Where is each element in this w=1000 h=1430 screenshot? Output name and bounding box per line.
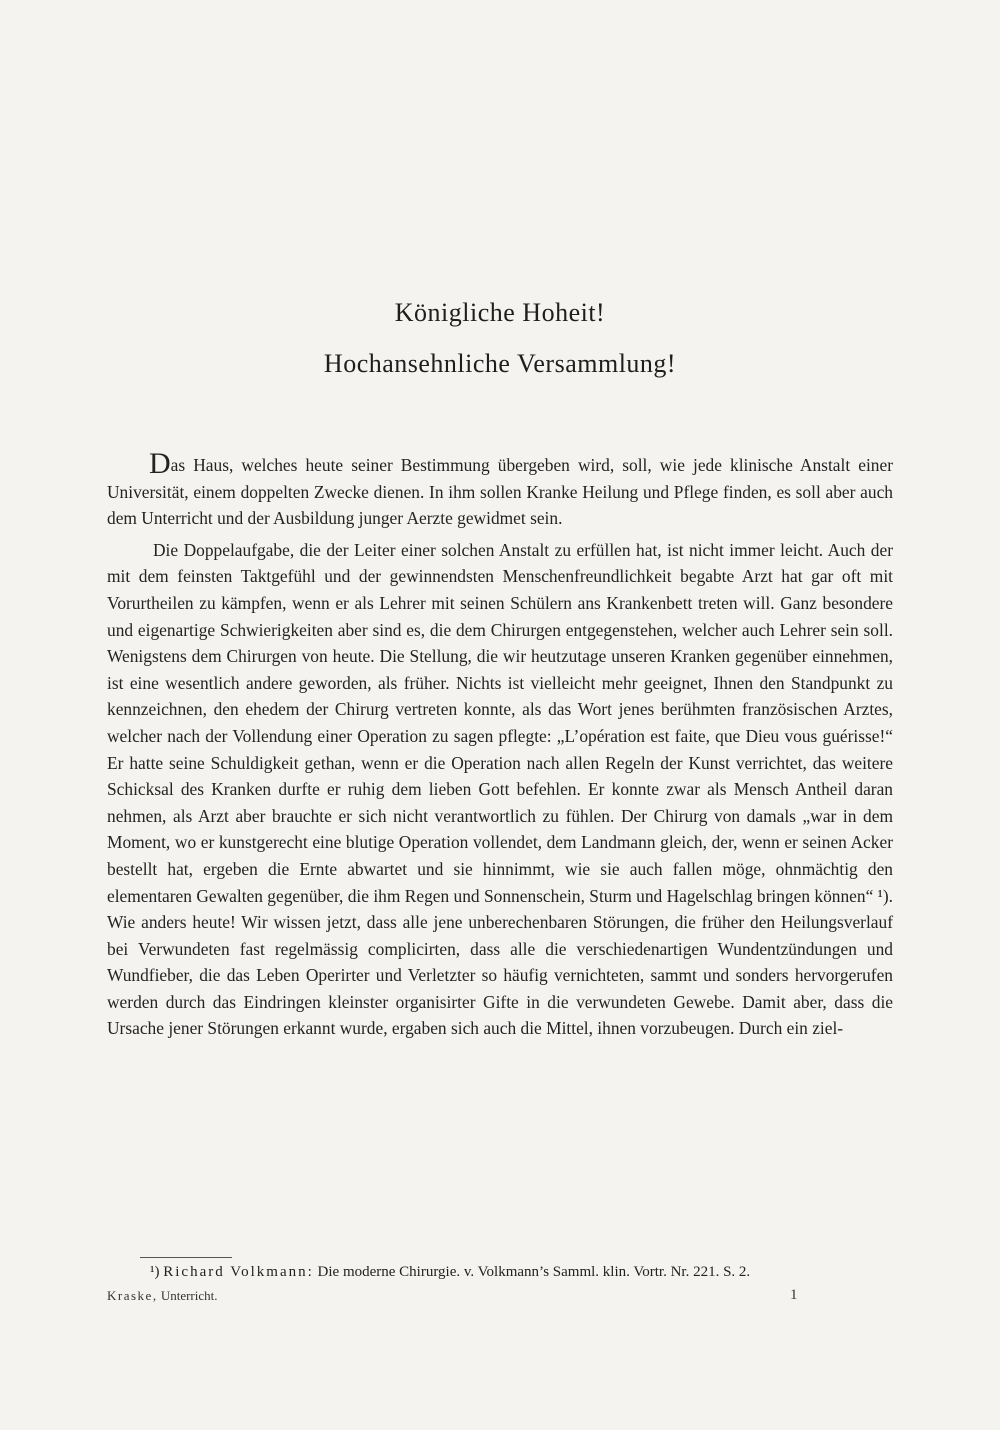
footnote-marker: ¹)	[150, 1264, 160, 1280]
footnote-author: Richard Volkmann:	[163, 1264, 314, 1280]
signature-title: Unterricht.	[160, 1288, 218, 1303]
sheet-number: 1	[790, 1287, 798, 1303]
salutation-heading-2: Hochansehnliche Versammlung!	[323, 349, 677, 378]
footnote-divider	[140, 1257, 232, 1258]
paragraph-1-text: as Haus, welches heute seiner Bestimmung übergeben wird, soll, wie jede klinische Anstalt einer Universität, einem doppelten Zwecke dienen. In ihm sollen Kranke Heilung und Pflege finden, es soll aber auch dem Unterricht und der Ausbildung junger Aerzte gewidmet sein.	[107, 455, 893, 529]
printer-signature	[107, 1288, 218, 1304]
footnote	[150, 1264, 910, 1281]
paragraph-1	[107, 447, 893, 532]
footnote-text: Die moderne Chirurgie. v. Volkmann’s Samml. klin. Vortr. Nr. 221. S. 2.	[317, 1264, 751, 1280]
drop-cap: D	[149, 447, 171, 480]
paragraph-2: Die Doppelaufgabe, die der Leiter einer solchen Anstalt zu erfüllen hat, ist nicht immer leicht. Auch der mit dem feinsten Taktgefühl und der gewinnendsten Menschenfreundlichkeit begabte Arzt hat gar oft mit Vorurtheilen zu kämpfen, wenn er als Lehrer mit seinen Schülern ans Krankenbett treten will. Ganz besondere und eigenartige Schwierigkeiten aber sind es, die dem Chirurgen entgegenstehen, welcher auch Lehrer sein soll. Wenigstens dem Chirurgen von heute. Die Stellung, die wir heutzutage unseren Kranken gegenüber einnehmen, ist eine wesentlich andere geworden, als früher. Nichts ist vielleicht mehr geeignet, Ihnen den Standpunkt zu kennzeichnen, den ehedem der Chirurg vertreten konnte, als das Wort jenes berühmten französischen Arztes, welcher nach der Vollendung einer Operation zu sagen pflegte: „L’opération est faite, que Dieu vous guérisse!“ Er hatte seine Schuldigkeit gethan, wenn er die Operation nach allen Regeln der Kunst verrichtet, das weitere Schicksal des Kranken durfte er ruhig dem lieben Gott befehlen. Er konnte zwar als Mensch Antheil daran nehmen, als Arzt aber brauchte er sich nicht verantwortlich zu fühlen. Der Chirurg von damals „war in dem Moment, wo er kunstgerecht eine blutige Operation vollendet, dem Landmann gleich, der, wenn er seinen Acker bestellt hat, ergeben die Ernte abwartet und sie hinnimmt, wie sie auch fallen möge, ohnmächtig den elementaren Gewalten gegenüber, die ihm Regen und Sonnenschein, Sturm und Hagelschlag bringen können“ ¹). Wie anders heute! Wir wissen jetzt, dass alle jene unberechenbaren Störungen, die früher den Heilungsverlauf bei Verwundeten fast regelmässig complicirten, dass alle die verschiedenartigen Wundentzündungen und Wundfieber, die das Leben Operirter und Verletzter so häufig vernichteten, sammt und sonders hervorgerufen werden durch das Eindringen kleinster organisirter Gifte in die verwundeten Gewebe. Damit aber, dass die Ursache jener Störungen erkannt wurde, ergaben sich auch die Mittel, ihnen vorzubeugen. Durch ein ziel-	[107, 539, 893, 1039]
body-text	[107, 447, 893, 1042]
signature-name: Kraske,	[107, 1288, 158, 1303]
salutation-heading-1: Königliche Hoheit!	[394, 298, 606, 327]
